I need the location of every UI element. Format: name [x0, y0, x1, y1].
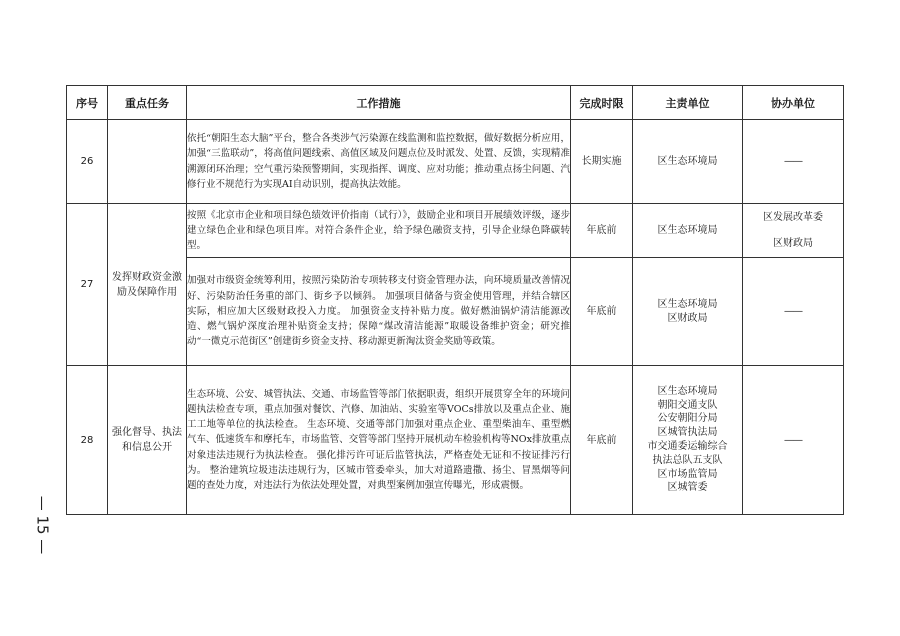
- lead-unit-item: 执法总队五支队: [652, 454, 723, 466]
- lead-unit-item: 公安朝阳分局: [657, 413, 718, 425]
- lead-unit-item: 市交通委运输综合: [647, 441, 728, 452]
- row-deadline: 年底前: [571, 366, 633, 515]
- row-task: 强化督导、执法和信息公开: [108, 366, 187, 515]
- page-number-text: — 15 —: [33, 495, 51, 555]
- coop-unit-item: 区财政局: [773, 237, 813, 249]
- lead-unit-item: 区城管委: [667, 482, 708, 494]
- lead-unit-item: 区生态环境局: [657, 298, 718, 310]
- row-deadline: 年底前: [571, 258, 633, 366]
- row-coop-unit: [743, 204, 844, 258]
- lead-unit-item: 区财政局: [667, 312, 708, 324]
- table-row: [67, 120, 844, 204]
- row-measures: 生态环境、公安、城管执法、交通、市场监管等部门依据职责，组织开展贯穿全年的环境问题执法检查专项，重点加强对餐饮、汽修、加油站、实验室等VOCs排放以及重点企业、施工工地等单位的执法检查。 生态环境、交通等部门加强对重点企业、重型柴油车、重型燃气车、低速货车和摩托车，市场监管、交管等部门坚持开展机动车检验机构等NOx排放重点对象违法违规行为执法检查。 强化排污许可证后监管执法，严格查处无证和不按证排污行为。 整治建筑垃圾违法违规行为，区城市管委牵头，加大对道路遗撒、扬尘、冒黑烟等问题的查处力度，对违法行为依法处理处置，对典型案例加强宣传曝光，形成震慑。: [187, 366, 571, 515]
- row-measures: 加强对市级资金统筹利用，按照污染防治专项转移支付资金管理办法，向环境质量改善情况好、污染防治任务重的部门、街乡予以倾斜。 加强项目储备与资金使用管理，并结合辖区实际，相应加大区级财政投入力度。 加强资金支持补贴力度。做好燃油锅炉清洁能源改造、燃气锅炉深度治理补贴资金支持；保障“煤改清洁能源”取暖设备维护资金；研究推动“一微克示范街区”创建街乡资金支持、移动源更新淘汰资金奖励等政策。: [187, 258, 571, 366]
- row-seq: 26: [67, 120, 108, 204]
- row-coop-unit: ——: [743, 366, 844, 515]
- row-measures: 按照《北京市企业和项目绿色绩效评价指南（试行）》，鼓励企业和项目开展绩效评级，逐步建立绿色企业和绿色项目库。对符合条件企业，给予绿色融资支持，引导企业绿色降碳转型。: [187, 204, 571, 258]
- header-deadline: 完成时限: [571, 86, 633, 120]
- row-seq: 27: [67, 204, 108, 366]
- table-header-row: [67, 86, 844, 120]
- row-coop-unit: ——: [743, 120, 844, 204]
- coop-unit-item: 区发展改革委: [763, 211, 823, 223]
- row-coop-unit: ——: [743, 258, 844, 366]
- lead-unit-item: 区生态环境局: [657, 224, 718, 236]
- lead-unit-item: 区市场监管局: [657, 468, 718, 480]
- header-measures: 工作措施: [187, 86, 571, 120]
- row-deadline: 长期实施: [571, 120, 633, 204]
- header-key-task: 重点任务: [108, 86, 187, 120]
- lead-unit-item: 区生态环境局: [657, 385, 718, 397]
- row-task: [108, 120, 187, 204]
- table-row: [67, 204, 844, 258]
- row-measures: 依托“朝阳生态大脑”平台，整合各类涉气污染源在线监测和监控数据，做好数据分析应用，加强“三监联动”，将高值问题线索、高值区域及问题点位及时派发、处置、反馈，实现精准溯源闭环治理；空气重污染预警期间，实现指挥、调度、应对功能；推动重点扬尘问题、汽修行业不规范行为实现AI自动识别，提高执法效能。: [187, 120, 571, 204]
- row-deadline: 年底前: [571, 204, 633, 258]
- table-row: [67, 366, 844, 515]
- lead-unit-item: 区生态环境局: [657, 155, 718, 167]
- header-seq: 序号: [67, 86, 108, 120]
- task-table: [66, 85, 844, 515]
- row-lead-unit: [633, 366, 743, 515]
- lead-unit-item: 朝阳交通支队: [657, 399, 718, 411]
- row-lead-unit: [633, 258, 743, 366]
- row-lead-unit: [633, 204, 743, 258]
- row-seq: 28: [67, 366, 108, 515]
- page-number: [22, 470, 62, 580]
- row-lead-unit: [633, 120, 743, 204]
- row-task: 发挥财政资金激励及保障作用: [108, 204, 187, 366]
- header-lead-unit: 主责单位: [633, 86, 743, 120]
- lead-unit-item: 区城管执法局: [657, 427, 718, 439]
- header-coop-unit: 协办单位: [743, 86, 844, 120]
